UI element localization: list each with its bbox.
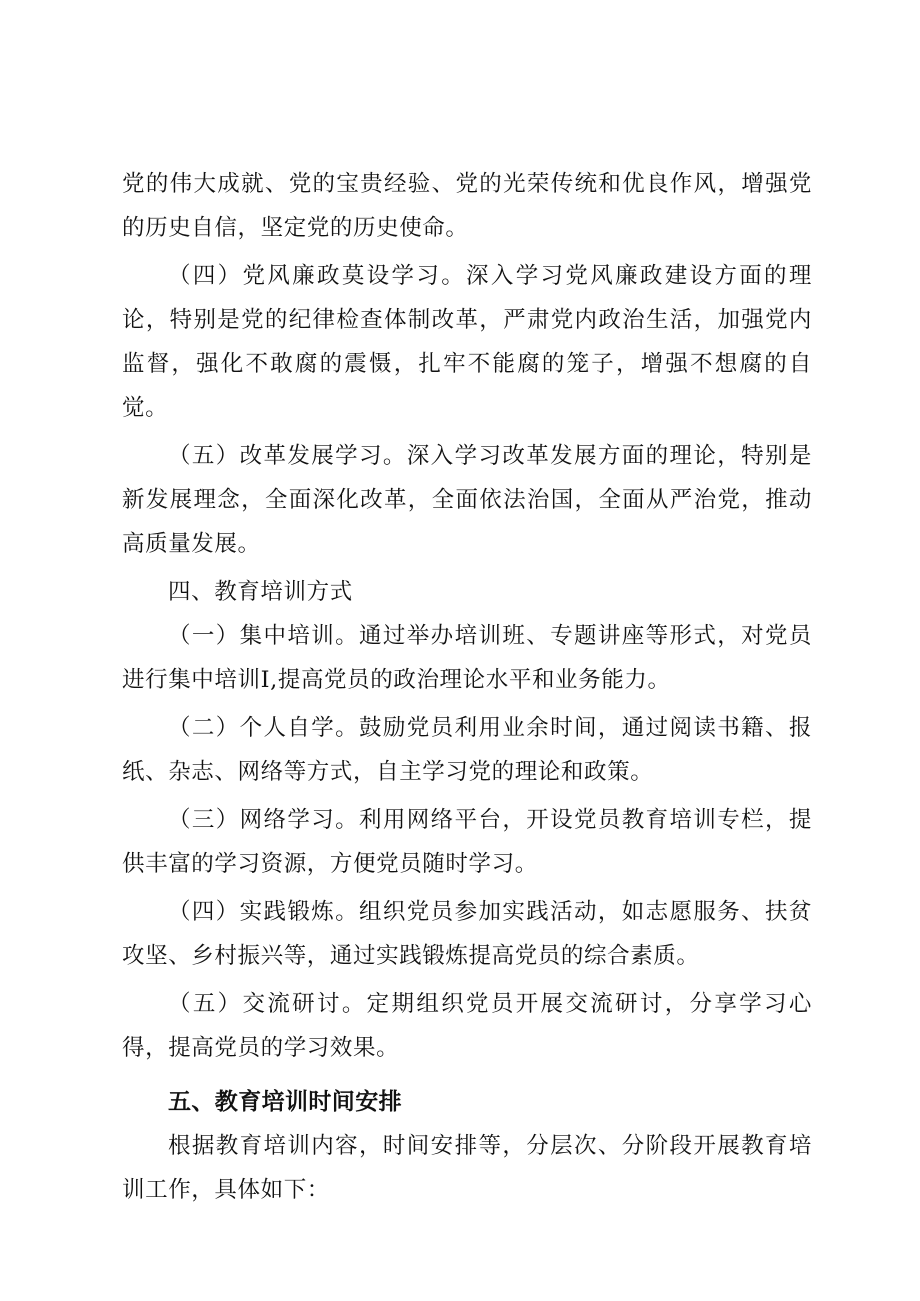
paragraph-party-conduct: （四）党风廉政莫设学习。深入学习党风廉政建设方面的理论，特别是党的纪律检查体制改革，严肃党内政治生活，加强党内监督，强化不敢腐的震慑，扎牢不能腐的笼子，增强不想腐的自觉。 bbox=[122, 263, 812, 421]
document-body bbox=[122, 162, 812, 1212]
section-4-item-1: （一）集中培训。通过举办培训班、专题讲座等形式，对党员进行集中培训I,提高党员的政治理论水平和业务能力。 bbox=[122, 623, 812, 693]
section-4-item-2: （二）个人自学。鼓励党员利用业余时间，通过阅读书籍、报纸、杂志、网络等方式，自主学习党的理论和政策。 bbox=[122, 715, 812, 785]
section-5-heading: 五、教育培训时间安排 bbox=[168, 1089, 402, 1115]
section-4-heading: 四、教育培训方式 bbox=[168, 579, 353, 605]
section-5-intro: 根据教育培训内容，时间安排等，分层次、分阶段开展教育培训工作，具体如下： bbox=[122, 1133, 812, 1203]
paragraph-reform-development: （五）改革发展学习。深入学习改革发展方面的理论，特别是新发展理念，全面深化改革，全面依法治国，全面从严治党，推动高质量发展。 bbox=[122, 443, 812, 557]
section-4-item-5: （五）交流研讨。定期组织党员开展交流研讨，分享学习心得，提高党员的学习效果。 bbox=[122, 991, 812, 1061]
section-4-item-3: （三）网络学习。利用网络平台，开设党员教育培训专栏，提供丰富的学习资源，方便党员随时学习。 bbox=[122, 807, 812, 877]
paragraph-continuation: 党的伟大成就、党的宝贵经验、党的光荣传统和优良作风，增强党的历史自信，坚定党的历史使命。 bbox=[122, 171, 812, 241]
section-4-item-4: （四）实践锻炼。组织党员参加实践活动，如志愿服务、扶贫攻坚、乡村振兴等，通过实践锻炼提高党员的综合素质。 bbox=[122, 899, 812, 969]
